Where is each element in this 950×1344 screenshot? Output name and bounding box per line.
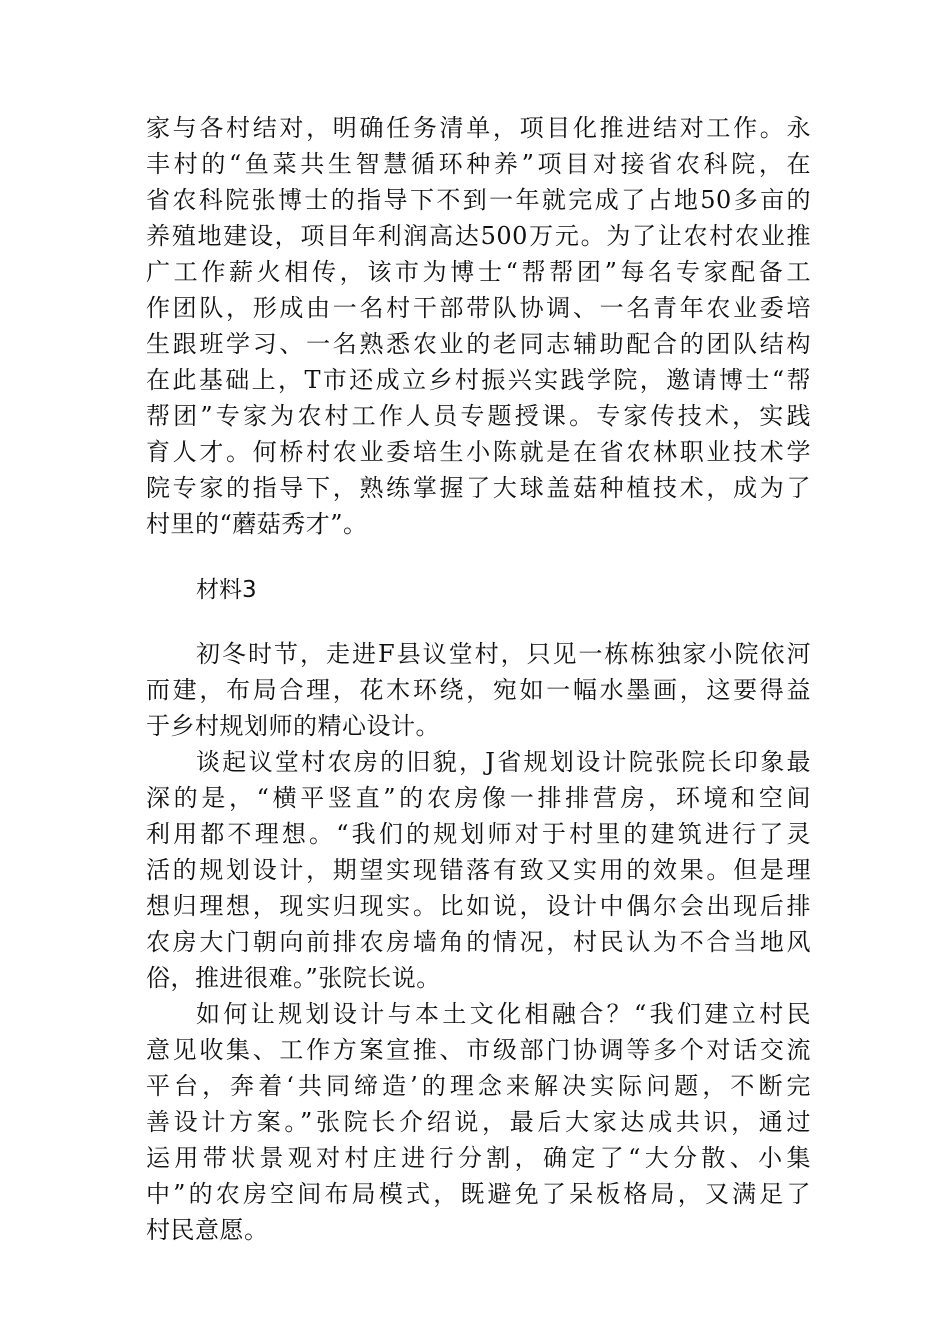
text-line: 中”的农房空间布局模式，既避免了呆板格局，又满足了 — [146, 1180, 811, 1208]
text-line: 意见收集、工作方案宣推、市级部门协调等多个对话交流 — [146, 1036, 811, 1064]
text-line: 村里的“蘑菇秀才”。 — [146, 510, 368, 538]
text-line: 运用带状景观对村庄进行分割，确定了“大分散、小集 — [146, 1144, 811, 1172]
text-line: 平台，奔着‘共同缔造’的理念来解决实际问题，不断完 — [146, 1072, 811, 1100]
text-line: 作团队，形成由一名村干部带队协调、一名青年农业委培 — [146, 294, 811, 322]
text-line: 于乡村规划师的精心设计。 — [146, 712, 440, 740]
text-line: 帮团”专家为农村工作人员专题授课。专家传技术，实践 — [146, 402, 811, 430]
text-line: 村民意愿。 — [146, 1216, 269, 1244]
text-line: 养殖地建设，项目年利润高达500万元。为了让农村农业推 — [146, 222, 811, 250]
text-line: 想归理想，现实归现实。比如说，设计中偶尔会出现后排 — [146, 892, 811, 920]
text-line: 初冬时节，走进F县议堂村，只见一栋栋独家小院依河 — [196, 640, 811, 668]
section-heading: 材料3 — [196, 577, 257, 603]
text-line: 如何让规划设计与本土文化相融合？“我们建立村民 — [196, 1000, 811, 1028]
text-line: 院专家的指导下，熟练掌握了大球盖菇种植技术，成为了 — [146, 474, 811, 502]
text-line: 善设计方案。”张院长介绍说，最后大家达成共识，通过 — [146, 1108, 811, 1136]
material-3-body — [146, 636, 811, 1248]
text-line: 省农科院张博士的指导下不到一年就完成了占地50多亩的 — [146, 186, 811, 214]
text-line: 在此基础上，T市还成立乡村振兴实践学院，邀请博士“帮 — [146, 366, 811, 394]
text-line: 谈起议堂村农房的旧貌，J省规划设计院张院长印象最 — [196, 748, 811, 776]
text-line: 广工作薪火相传，该市为博士“帮帮团”每名专家配备工 — [146, 258, 811, 286]
text-line: 利用都不理想。“我们的规划师对于村里的建筑进行了灵 — [146, 820, 811, 848]
text-line: 生跟班学习、一名熟悉农业的老同志辅助配合的团队结构 — [146, 330, 811, 358]
text-line: 育人才。何桥村农业委培生小陈就是在省农林职业技术学 — [146, 438, 811, 466]
text-line: 深的是，“横平竖直”的农房像一排排营房，环境和空间 — [146, 784, 811, 812]
text-line: 家与各村结对，明确任务清单，项目化推进结对工作。永 — [146, 114, 811, 142]
text-line: 俗，推进很难。”张院长说。 — [146, 964, 441, 992]
text-line: 丰村的“鱼菜共生智慧循环种养”项目对接省农科院，在 — [146, 150, 811, 178]
text-line: 农房大门朝向前排农房墙角的情况，村民认为不合当地风 — [146, 928, 811, 956]
text-line: 而建，布局合理，花木环绕，宛如一幅水墨画，这要得益 — [146, 676, 811, 704]
paragraph-continued — [146, 110, 811, 542]
text-line: 活的规划设计，期望实现错落有致又实用的效果。但是理 — [146, 856, 811, 884]
